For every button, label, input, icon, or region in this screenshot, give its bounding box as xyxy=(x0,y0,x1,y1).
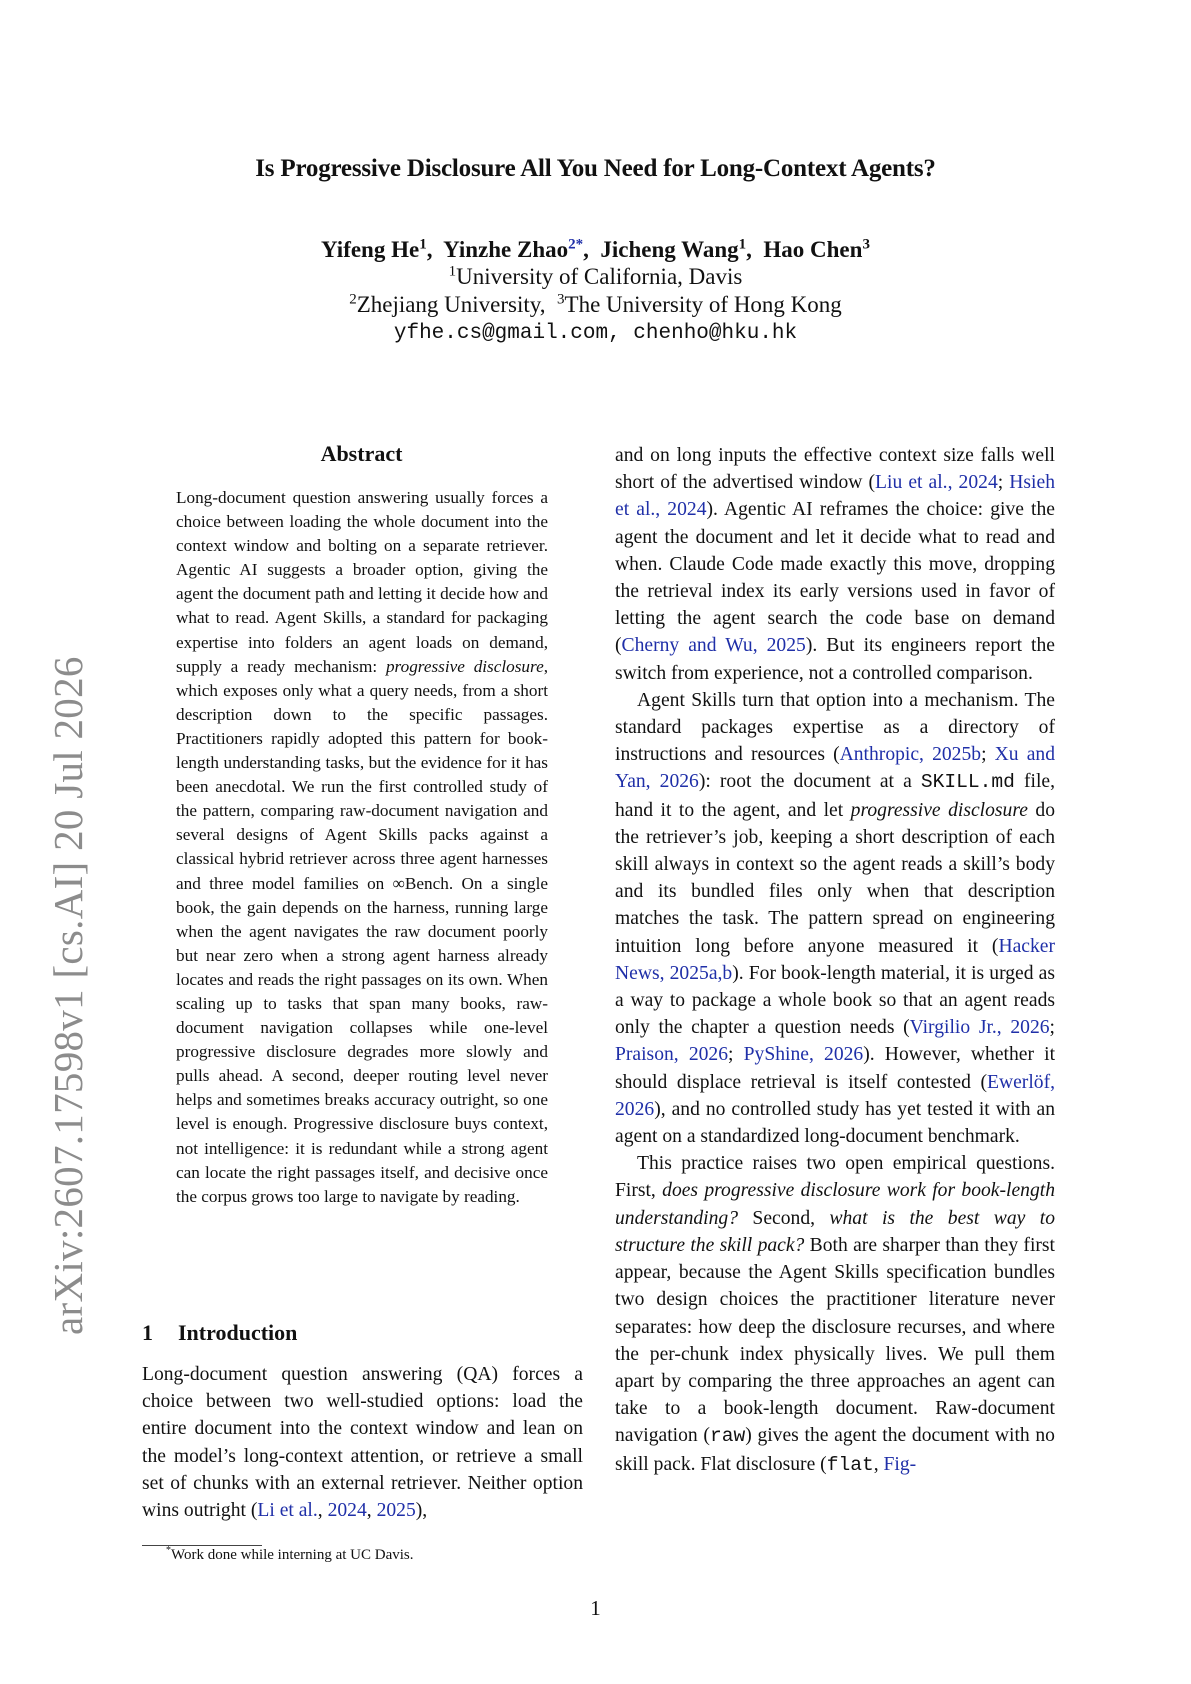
affiliation-name: Zhejiang University, xyxy=(356,292,546,317)
paragraph: Long-document question answering (QA) forces a choice between two well-studied options: load the entire document into the context window and lean on the model’s long-context attention, or retrieve a small set of chunks with an external retriever. Neither option wins outright (Li et al., 2024, 2025), xyxy=(142,1364,583,1522)
abstract-body: Long-document question answering usually forces a choice between loading the whole document into the context window and bolting on a separate retriever. Agentic AI suggests a broader option, giving the agent the document path and letting it decide how and what to read. Agent Skills, a standard for packaging expertise into folders an agent loads on demand, supply a ready mechanism: progressive disclosure, which exposes only what a query needs, from a short description down to the specific passages. Practitioners rapidly adopted this pattern for book-length understanding tasks, but the evidence for it has been anecdotal. We run the first controlled study of the pattern, comparing raw-document navigation and several designs of Agent Skills packs against a classical hybrid retriever across three agent harnesses and three model families on ∞Bench. On a single book, the gain depends on the harness, running large when the agent navigates the raw document poorly but near zero when a strong agent harness already locates and reads the right passages on its own. When scaling up to tasks that span many books, raw-document navigation collapses while one-level progressive disclosure degrades more slowly and pulls ahead. A second, deeper routing level never helps and sometimes breaks accuracy outright, so one level is enough. Progressive disclosure buys context, not intelligence: it is redundant while a strong agent can locate the right passages itself, and decisive once the corpus grows too large to navigate by reading. xyxy=(176,488,549,1206)
introduction-left-column xyxy=(142,1361,583,1524)
inline-code: SKILL.md xyxy=(920,771,1015,794)
citation-link[interactable]: Virgilio Jr., 2026 xyxy=(909,1017,1050,1039)
citation-link[interactable]: Anthropic, 2025b xyxy=(839,744,982,766)
section-number: 1 xyxy=(142,1320,153,1345)
arxiv-identifier-stamp: arXiv:2607.17598v1 [cs.AI] 20 Jul 2026 xyxy=(45,656,91,1335)
citation-link[interactable]: Liu et al., 2024 xyxy=(875,472,998,494)
emphasis: progressive disclosure xyxy=(850,799,1028,821)
author-name: Jicheng Wang xyxy=(600,237,739,262)
affiliation-mark: 1 xyxy=(448,263,457,280)
citation-link[interactable]: 2024 xyxy=(327,1500,367,1522)
author-name: Yifeng He xyxy=(321,237,420,262)
emphasis: does progressive disclosure work for book-length understanding? xyxy=(615,1180,1055,1229)
emphasis: what is the best way to structure the skill pack? xyxy=(615,1207,1055,1256)
author-list: Yifeng He$^1$, Yinzhe Zhao$^{2*}$, Jicheng Wang$^1$, Hao Chen$^3$ xyxy=(321,236,870,262)
introduction-right-column xyxy=(615,442,1055,1479)
author-affiliation-mark: 1 xyxy=(419,236,427,253)
paper-title: Is Progressive Disclosure All You Need for Long-Context Agents? xyxy=(255,155,936,182)
inline-code: flat xyxy=(826,1453,874,1476)
citation-link[interactable]: Hacker News, 2025a,b xyxy=(615,935,1055,984)
author-affiliation-mark[interactable]: 2* xyxy=(568,236,584,253)
affiliation-name: University of California, Davis xyxy=(456,264,743,289)
footnote xyxy=(166,1539,414,1571)
affiliation-name: The University of Hong Kong xyxy=(564,292,842,317)
emphasis: progressive disclosure xyxy=(385,656,544,676)
citation-link[interactable]: Hsieh et al., 2024 xyxy=(615,472,1055,521)
paragraph: Agent Skills turn that option into a mechanism. The standard packages expertise as a directory of instructions and resources (Anthropic, 2025b; Xu and Yan, 2026): root the document at a SKILL.md file, hand it to the agent, and let progressive disclosure do the retriever’s job, keeping a short description of each skill always in context so the agent reads a skill’s body and its bundled files only when that description matches the task. The pattern spread on engineering intuition long before anyone measured it (Hacker News, 2025a,b). For book-length material, it is urged as a way to package a whole book so that an agent reads only the chapter a question needs (Virgilio Jr., 2026; Praison, 2026; PyShine, 2026). However, whether it should displace retrieval is itself contested (Ewerlöf, 2026), and no controlled study has yet tested it with an agent on a standardized long-document benchmark. xyxy=(615,689,1056,1148)
section-title: Introduction xyxy=(178,1320,298,1345)
affiliation-line xyxy=(0,292,1191,318)
abstract-heading: Abstract xyxy=(320,441,403,466)
paragraph: and on long inputs the effective context size falls well short of the advertised window (Liu et al., 2024; Hsieh et al., 2024). Agentic AI reframes the choice: give the agent the document and let it decide what to read and when. Claude Code made exactly this move, dropping the retrieval index its early versions used in favor of letting the agent search the code base on demand (Cherny and Wu, 2025). But its engineers report the switch from experience, not a controlled comparison. xyxy=(615,445,1055,684)
author-affiliation-mark: 3 xyxy=(862,236,870,253)
affiliation-line xyxy=(0,264,1191,290)
author-name: Hao Chen xyxy=(763,237,863,262)
affiliation-mark: 3 xyxy=(557,291,565,308)
affiliation-mark: 2 xyxy=(349,291,357,308)
citation-link[interactable]: 2025 xyxy=(376,1500,416,1522)
citation-link[interactable]: Xu and Yan, 2026 xyxy=(615,744,1056,793)
footnote-text: Work done while interning at UC Davis. xyxy=(171,1547,414,1563)
footnote-mark: * xyxy=(166,1545,171,1556)
paragraph: This practice raises two open empirical questions. First, does progressive disclosure work for book-length understanding? Second, what is the best way to structure the skill pack? Both are sharper than they first appear, because the Agent Skills specification bundles two design choices the practitioner literature never separates: how deep the disclosure recurses, and where the per-chunk index physically lives. We pull them apart by comparing the three approaches an agent can take to a book-length document. Raw-document navigation (raw) gives the agent the document with no skill pack. Flat disclosure (flat, Fig- xyxy=(615,1153,1055,1476)
citation-link[interactable]: Praison, 2026 xyxy=(615,1044,729,1066)
author-name: Yinzhe Zhao xyxy=(443,237,569,262)
citation-link[interactable]: PyShine, 2026 xyxy=(743,1044,864,1066)
section-heading-introduction xyxy=(142,1320,297,1346)
author-emails: yfhe.cs@gmail.com, chenho@hku.hk xyxy=(393,322,798,345)
citation-link[interactable]: Li et al. xyxy=(257,1500,318,1522)
page-number: 1 xyxy=(590,1596,601,1620)
citation-link[interactable]: Ewerlöf, 2026 xyxy=(615,1071,1055,1120)
figure-reference-link[interactable]: Fig- xyxy=(883,1453,917,1475)
author-affiliation-mark: 1 xyxy=(738,236,747,253)
citation-link[interactable]: Cherny and Wu, 2025 xyxy=(621,635,806,657)
inline-code: raw xyxy=(709,1425,746,1448)
